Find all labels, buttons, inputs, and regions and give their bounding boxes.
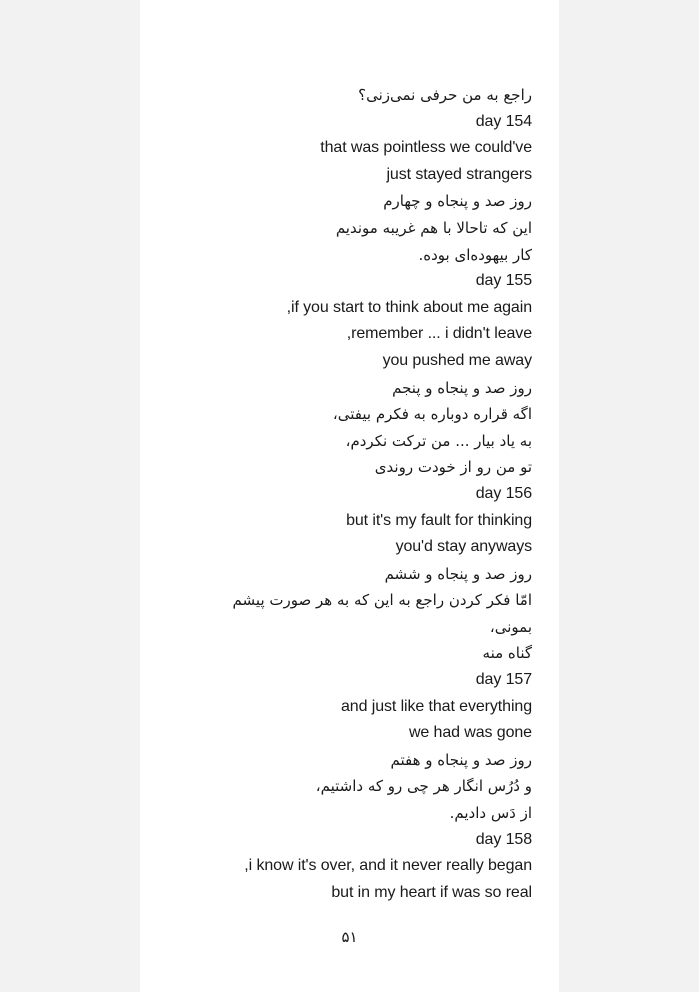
text-line: راجع به من حرفی نمی‌زنی؟ bbox=[358, 86, 532, 104]
text-line: به یاد بیار ... من ترکت نکردم، bbox=[345, 431, 532, 450]
text-line: تو من رو از خودت روندی bbox=[374, 458, 532, 477]
text-line: روز صد و پنجاه و چهارم bbox=[383, 192, 532, 211]
text-line: امّا فکر کردن راجع به این که به هر صورت پیشم bbox=[232, 591, 532, 610]
text-line: ,remember ... i didn't leave bbox=[346, 325, 532, 343]
text-line: روز صد و پنجاه و ششم bbox=[384, 564, 532, 583]
text-line: day 158 bbox=[475, 830, 532, 848]
text-line: کار بیهوده‌ای بوده. bbox=[418, 245, 532, 264]
text-line: but in my heart if was so real bbox=[331, 883, 532, 901]
text-line: day 155 bbox=[475, 272, 532, 290]
text-line: you pushed me away bbox=[382, 351, 532, 369]
text-line: you'd stay anyways bbox=[395, 538, 532, 556]
text-line: از دَس دادیم. bbox=[449, 804, 532, 823]
text-line: گناه منه bbox=[482, 644, 532, 663]
text-line: ,if you start to think about me again bbox=[286, 298, 532, 316]
text-line: but it's my fault for thinking bbox=[346, 511, 532, 529]
text-line: that was pointless we could've bbox=[320, 139, 532, 157]
text-line: روز صد و پنجاه و پنجم bbox=[392, 378, 532, 397]
text-line: day 154 bbox=[475, 112, 532, 130]
text-line: روز صد و پنجاه و هفتم bbox=[390, 750, 532, 769]
text-line: day 157 bbox=[475, 671, 532, 689]
text-line: day 156 bbox=[475, 484, 532, 502]
text-line: بمونی، bbox=[489, 617, 532, 636]
text-line: we had was gone bbox=[408, 724, 532, 742]
text-line: just stayed strangers bbox=[386, 165, 532, 183]
text-line: ,i know it's over, and it never really began bbox=[244, 857, 532, 875]
page-number bbox=[0, 928, 699, 946]
text-line: این که تاحالا با هم غریبه موندیم bbox=[335, 218, 532, 237]
text-line: اگه قراره دوباره به فکرم بیفتی، bbox=[332, 405, 532, 424]
text-line: and just like that everything bbox=[341, 697, 532, 715]
page-number-label: ۵۱ bbox=[341, 928, 358, 946]
poem-text bbox=[132, 82, 532, 906]
text-line: و دُرُس انگار هر چی رو که داشتیم، bbox=[315, 777, 532, 796]
